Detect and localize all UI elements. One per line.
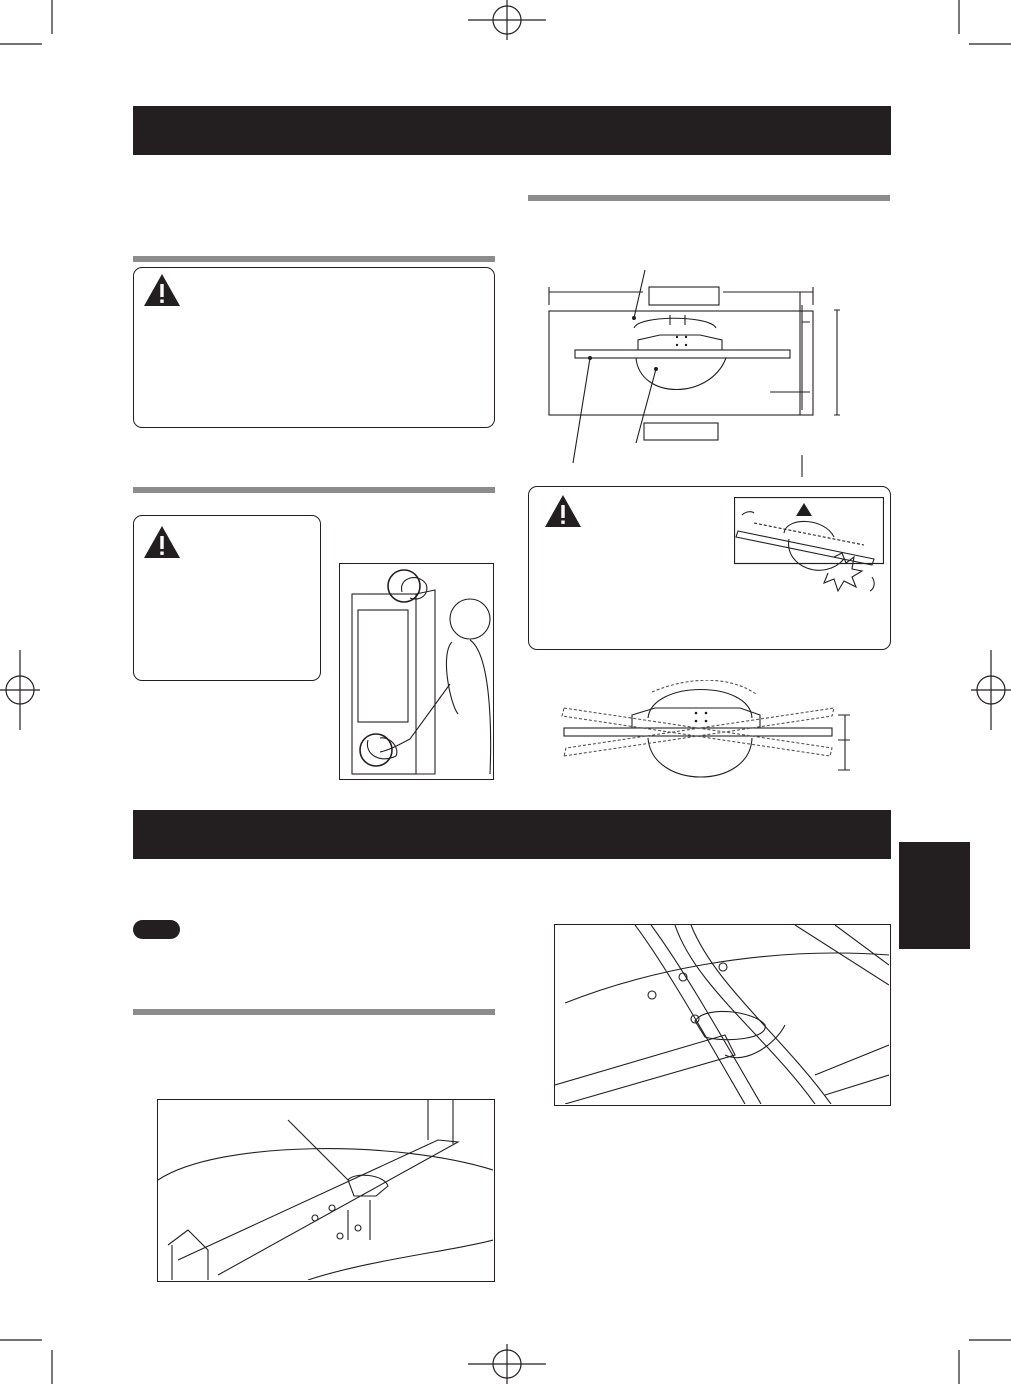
registration-mark-icon (468, 1336, 546, 1384)
note-badge (133, 920, 180, 939)
subheading-rule (528, 195, 890, 201)
warning-triangle-icon (543, 493, 583, 529)
section-heading-bar (133, 106, 891, 155)
registration-mark-icon (0, 650, 48, 730)
section-heading-bar (133, 810, 891, 859)
subheading-rule (133, 1009, 495, 1015)
tip-over-illustration (734, 497, 884, 597)
dimension-diagram (540, 265, 860, 485)
stand-base-illustration (157, 1099, 495, 1282)
subheading-rule (133, 256, 495, 262)
registration-mark-icon (963, 650, 1011, 730)
cable-clamp-illustration (554, 924, 891, 1106)
warning-triangle-icon (142, 524, 182, 560)
carry-tv-illustration (339, 563, 494, 780)
warning-box (133, 267, 495, 428)
swivel-diagram (560, 680, 870, 790)
side-index-tab (899, 842, 970, 949)
warning-box (133, 515, 321, 681)
warning-box (528, 486, 891, 650)
warning-triangle-icon (142, 272, 182, 308)
registration-mark-icon (468, 0, 546, 48)
subheading-rule (133, 487, 495, 493)
